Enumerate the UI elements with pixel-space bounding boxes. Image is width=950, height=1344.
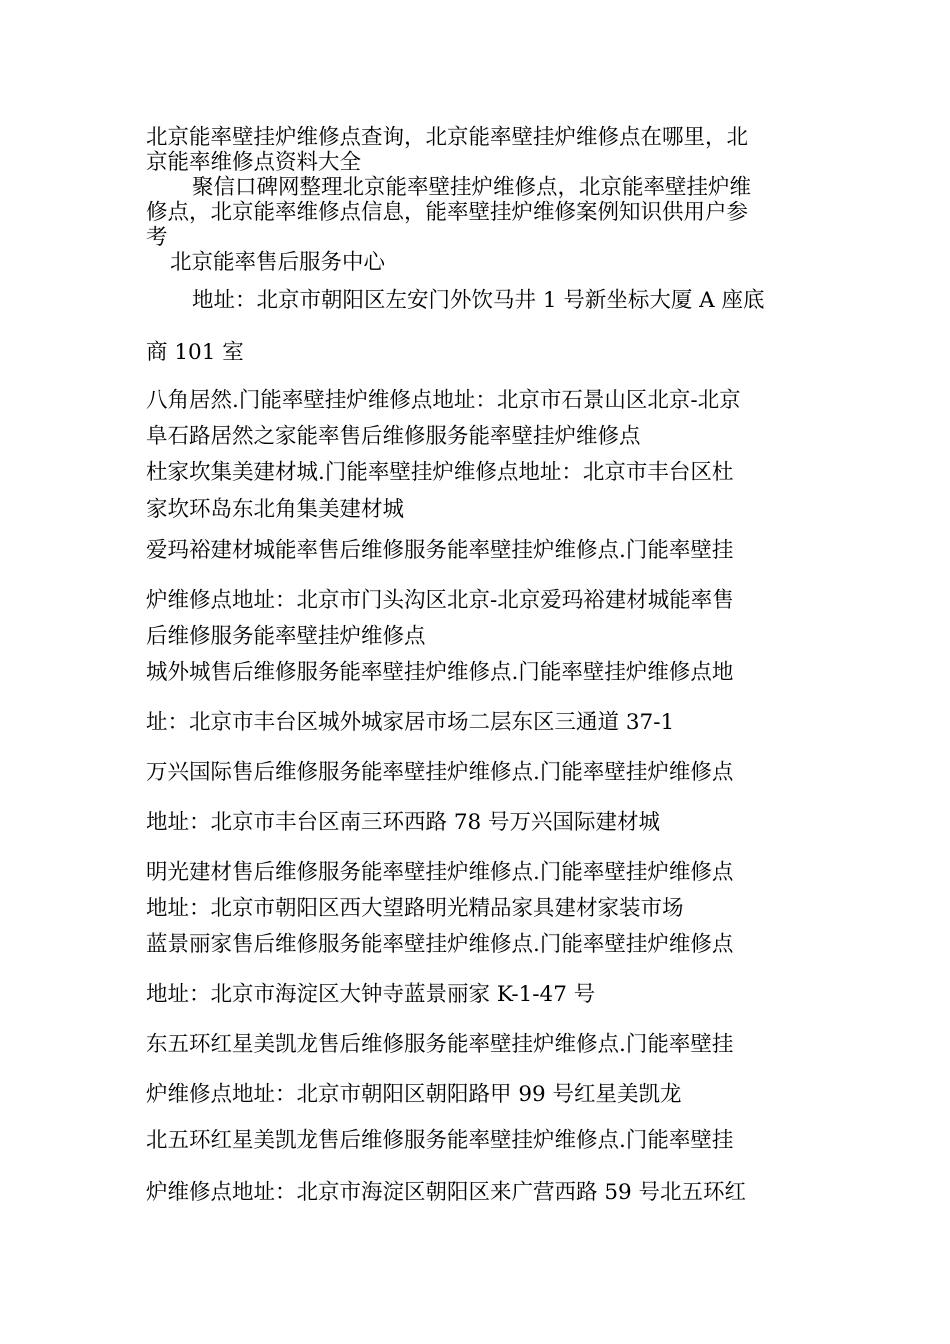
entry-6-line-2: 地址：北京市朝阳区西大望路明光精品家具建材家装市场 (146, 896, 684, 921)
entry-2-line-2: 家坎环岛东北角集美建材城 (146, 497, 405, 522)
address-line-1: 地址：北京市朝阳区左安门外饮马井 1 号新坐标大厦 A 座底 (192, 288, 765, 313)
entry-3-line-1: 爱玛裕建材城能率售后维修服务能率壁挂炉维修点.门能率壁挂 (146, 538, 734, 563)
intro-line-1: 聚信口碑网整理北京能率壁挂炉维修点，北京能率壁挂炉维 (192, 175, 752, 200)
address-line-2: 商 101 室 (146, 340, 244, 365)
service-center-heading: 北京能率售后服务中心 (170, 250, 386, 275)
entry-3-line-3: 后维修服务能率壁挂炉维修点 (146, 624, 426, 649)
intro-line-2: 修点，北京能率维修点信息，能率壁挂炉维修案例知识供用户参 (146, 200, 749, 225)
entry-7-line-2: 地址：北京市海淀区大钟寺蓝景丽家 K-1-47 号 (146, 982, 596, 1007)
entry-2-line-1: 杜家坎集美建材城.门能率壁挂炉维修点地址：北京市丰台区杜 (146, 460, 734, 485)
document-title-line-1: 北京能率壁挂炉维修点查询，北京能率壁挂炉维修点在哪里，北 (146, 125, 749, 150)
entry-4-line-2: 址：北京市丰台区城外城家居市场二层东区三通道 37-1 (146, 710, 675, 735)
intro-line-3: 考 (146, 225, 168, 250)
entry-5-line-2: 地址：北京市丰台区南三环西路 78 号万兴国际建材城 (146, 810, 661, 835)
entry-3-line-2: 炉维修点地址：北京市门头沟区北京-北京爱玛裕建材城能率售 (146, 588, 734, 613)
entry-4-line-1: 城外城售后维修服务能率壁挂炉维修点.门能率壁挂炉维修点地 (146, 660, 734, 685)
entry-9-line-1: 北五环红星美凯龙售后维修服务能率壁挂炉维修点.门能率壁挂 (146, 1128, 734, 1153)
document-title-line-2: 京能率维修点资料大全 (146, 150, 362, 175)
entry-1-line-2: 阜石路居然之家能率售后维修服务能率壁挂炉维修点 (146, 424, 641, 449)
entry-1-line-1: 八角居然.门能率壁挂炉维修点地址：北京市石景山区北京-北京 (146, 388, 741, 413)
entry-8-line-1: 东五环红星美凯龙售后维修服务能率壁挂炉维修点.门能率壁挂 (146, 1032, 734, 1057)
entry-7-line-1: 蓝景丽家售后维修服务能率壁挂炉维修点.门能率壁挂炉维修点 (146, 932, 734, 957)
entry-8-line-2: 炉维修点地址：北京市朝阳区朝阳路甲 99 号红星美凯龙 (146, 1082, 682, 1107)
entry-6-line-1: 明光建材售后维修服务能率壁挂炉维修点.门能率壁挂炉维修点 (146, 860, 734, 885)
entry-5-line-1: 万兴国际售后维修服务能率壁挂炉维修点.门能率壁挂炉维修点 (146, 760, 734, 785)
entry-9-line-2: 炉维修点地址：北京市海淀区朝阳区来广营西路 59 号北五环红 (146, 1180, 747, 1205)
